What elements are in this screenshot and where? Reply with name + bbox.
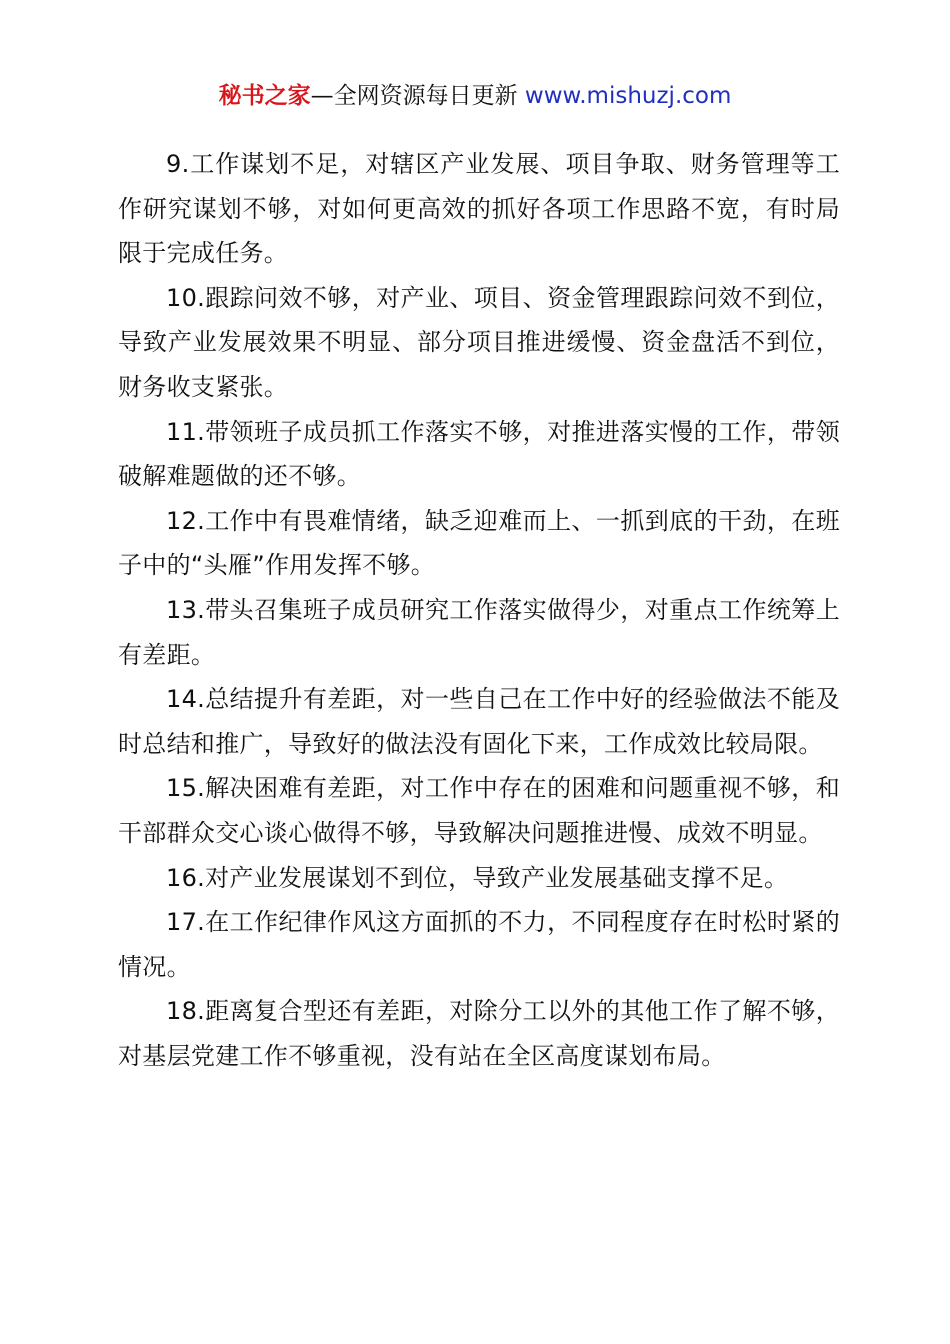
paragraph-item-17: 17.在工作纪律作风这方面抓的不力，不同程度存在时松时紧的情况。	[118, 908, 840, 981]
paragraph-item-13: 13.带头召集班子成员研究工作落实做得少，对重点工作统筹上有差距。	[118, 595, 840, 669]
paragraph-item-15: 15.解决困难有差距，对工作中存在的困难和问题重视不够，和干部群众交心谈心做得不够，导致解决问题推进慢、成效不明显。	[118, 774, 840, 847]
paragraph-item-11: 11.带领班子成员抓工作落实不够，对推进落实慢的工作，带领破解难题做的还不够。	[118, 417, 840, 491]
paragraph-item-18: 18.距离复合型还有差距，对除分工以外的其他工作了解不够，对基层党建工作不够重视，没有站在全区高度谋划布局。	[118, 997, 840, 1070]
paragraph-item-14: 14.总结提升有差距，对一些自己在工作中好的经验做法不能及时总结和推广，导致好的做法没有固化下来，工作成效比较局限。	[118, 685, 840, 758]
paragraph-item-10: 10.跟踪问效不够，对产业、项目、资金管理跟踪问效不到位，导致产业发展效果不明显、部分项目推进缓慢、资金盘活不到位，财务收支紧张。	[118, 283, 840, 401]
header-tagline: —全网资源每日更新	[310, 83, 525, 109]
paragraph-item-9: 9.工作谋划不足，对辖区产业发展、项目争取、财务管理等工作研究谋划不够，对如何更高效的抓好各项工作思路不宽，有时局限于完成任务。	[118, 150, 840, 268]
site-url-link[interactable]: www.mishuzj.com	[524, 83, 732, 109]
page-header	[0, 80, 950, 112]
paragraph-item-12: 12.工作中有畏难情绪，缺乏迎难而上、一抓到底的干劲，在班子中的“头雁”作用发挥不够。	[118, 506, 840, 580]
document-body	[118, 142, 840, 1078]
paragraph-item-16: 16.对产业发展谋划不到位，导致产业发展基础支撑不足。	[166, 863, 789, 892]
brand-name: 秘书之家	[218, 83, 311, 109]
